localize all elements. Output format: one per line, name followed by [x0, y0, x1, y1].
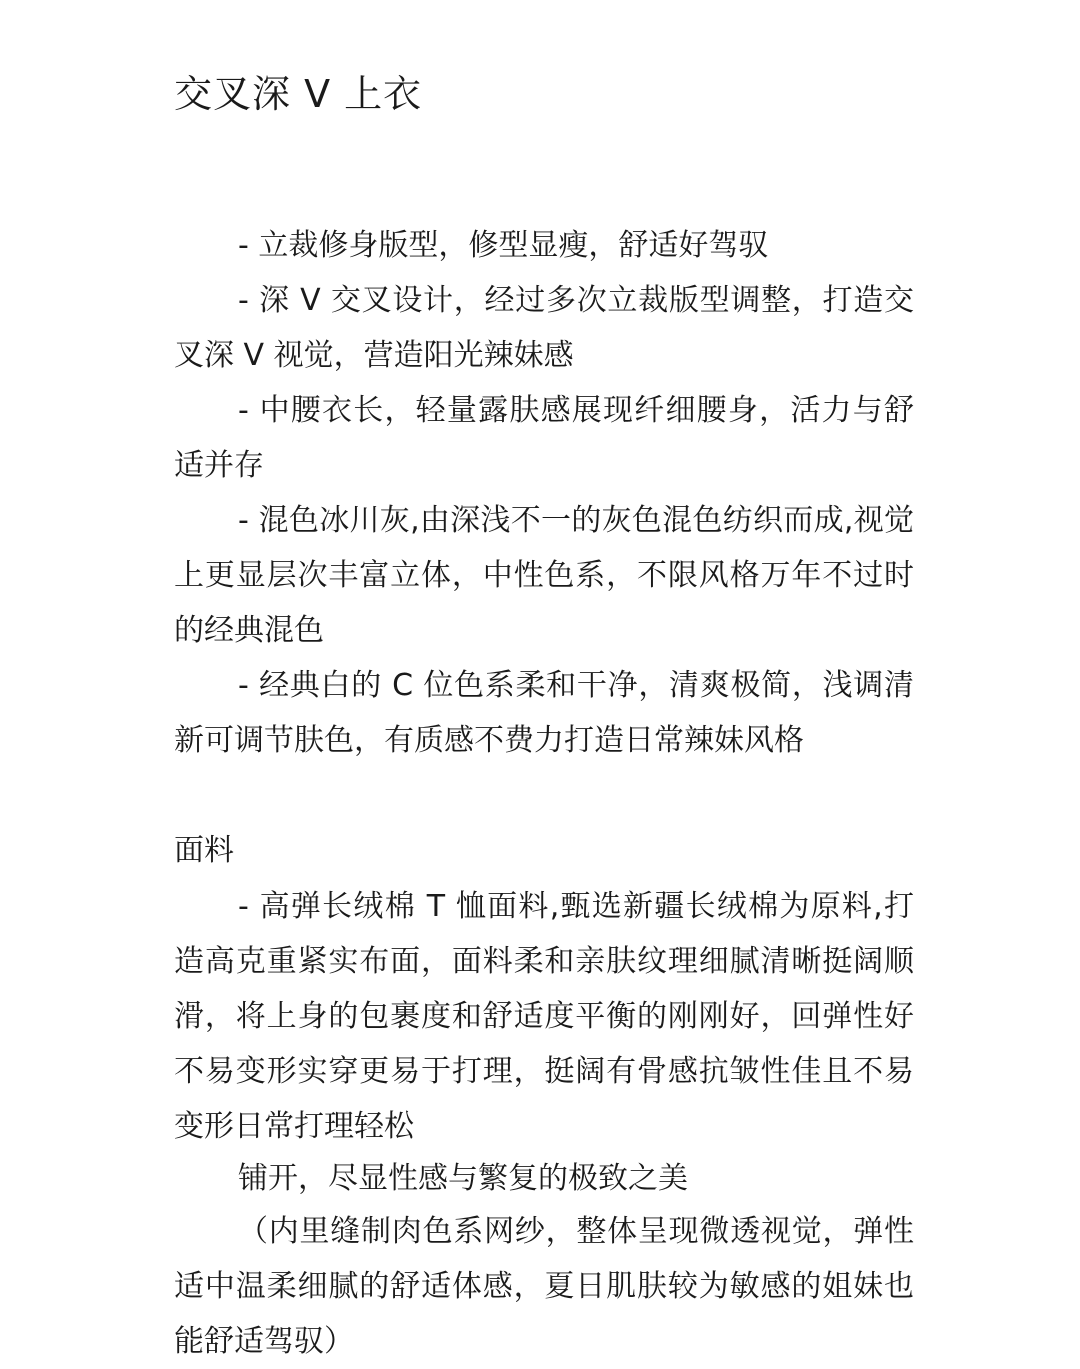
feature-item: - 经典白的 C 位色系柔和干净，清爽极简，浅调清新可调节肤色，有质感不费力打造日常辣妹风格: [174, 668, 914, 758]
fabric-paragraph: 铺开，尽显性感与繁复的极致之美: [238, 1161, 688, 1196]
feature-item: - 中腰衣长，轻量露肤感展现纤细腰身，活力与舒适并存: [174, 393, 914, 483]
fabric-heading: 面料: [174, 833, 234, 868]
fabric-description: [174, 879, 914, 1369]
feature-item: - 混色冰川灰,由深浅不一的灰色混色纺织而成,视觉上更显层次丰富立体，中性色系，不限风格万年不过时的经典混色: [174, 503, 914, 648]
feature-item: - 深 V 交叉设计，经过多次立裁版型调整，打造交叉深 V 视觉，营造阳光辣妹感: [174, 283, 914, 373]
page-title: 交叉深 V 上衣: [174, 72, 423, 116]
fabric-paragraph: （内里缝制肉色系网纱，整体呈现微透视觉，弹性适中温柔细腻的舒适体感，夏日肌肤较为敏感的姐妹也能舒适驾驭）: [174, 1214, 914, 1359]
feature-list: [174, 218, 914, 768]
fabric-paragraph: - 高弹长绒棉 T 恤面料,甄选新疆长绒棉为原料,打造高克重紧实布面，面料柔和亲肤纹理细腻清晰挺阔顺滑，将上身的包裹度和舒适度平衡的刚刚好，回弹性好不易变形实穿更易于打理，挺阔有骨感抗皱性佳且不易变形日常打理轻松: [174, 889, 914, 1144]
feature-item: - 立裁修身版型，修型显瘦，舒适好驾驭: [238, 228, 769, 263]
